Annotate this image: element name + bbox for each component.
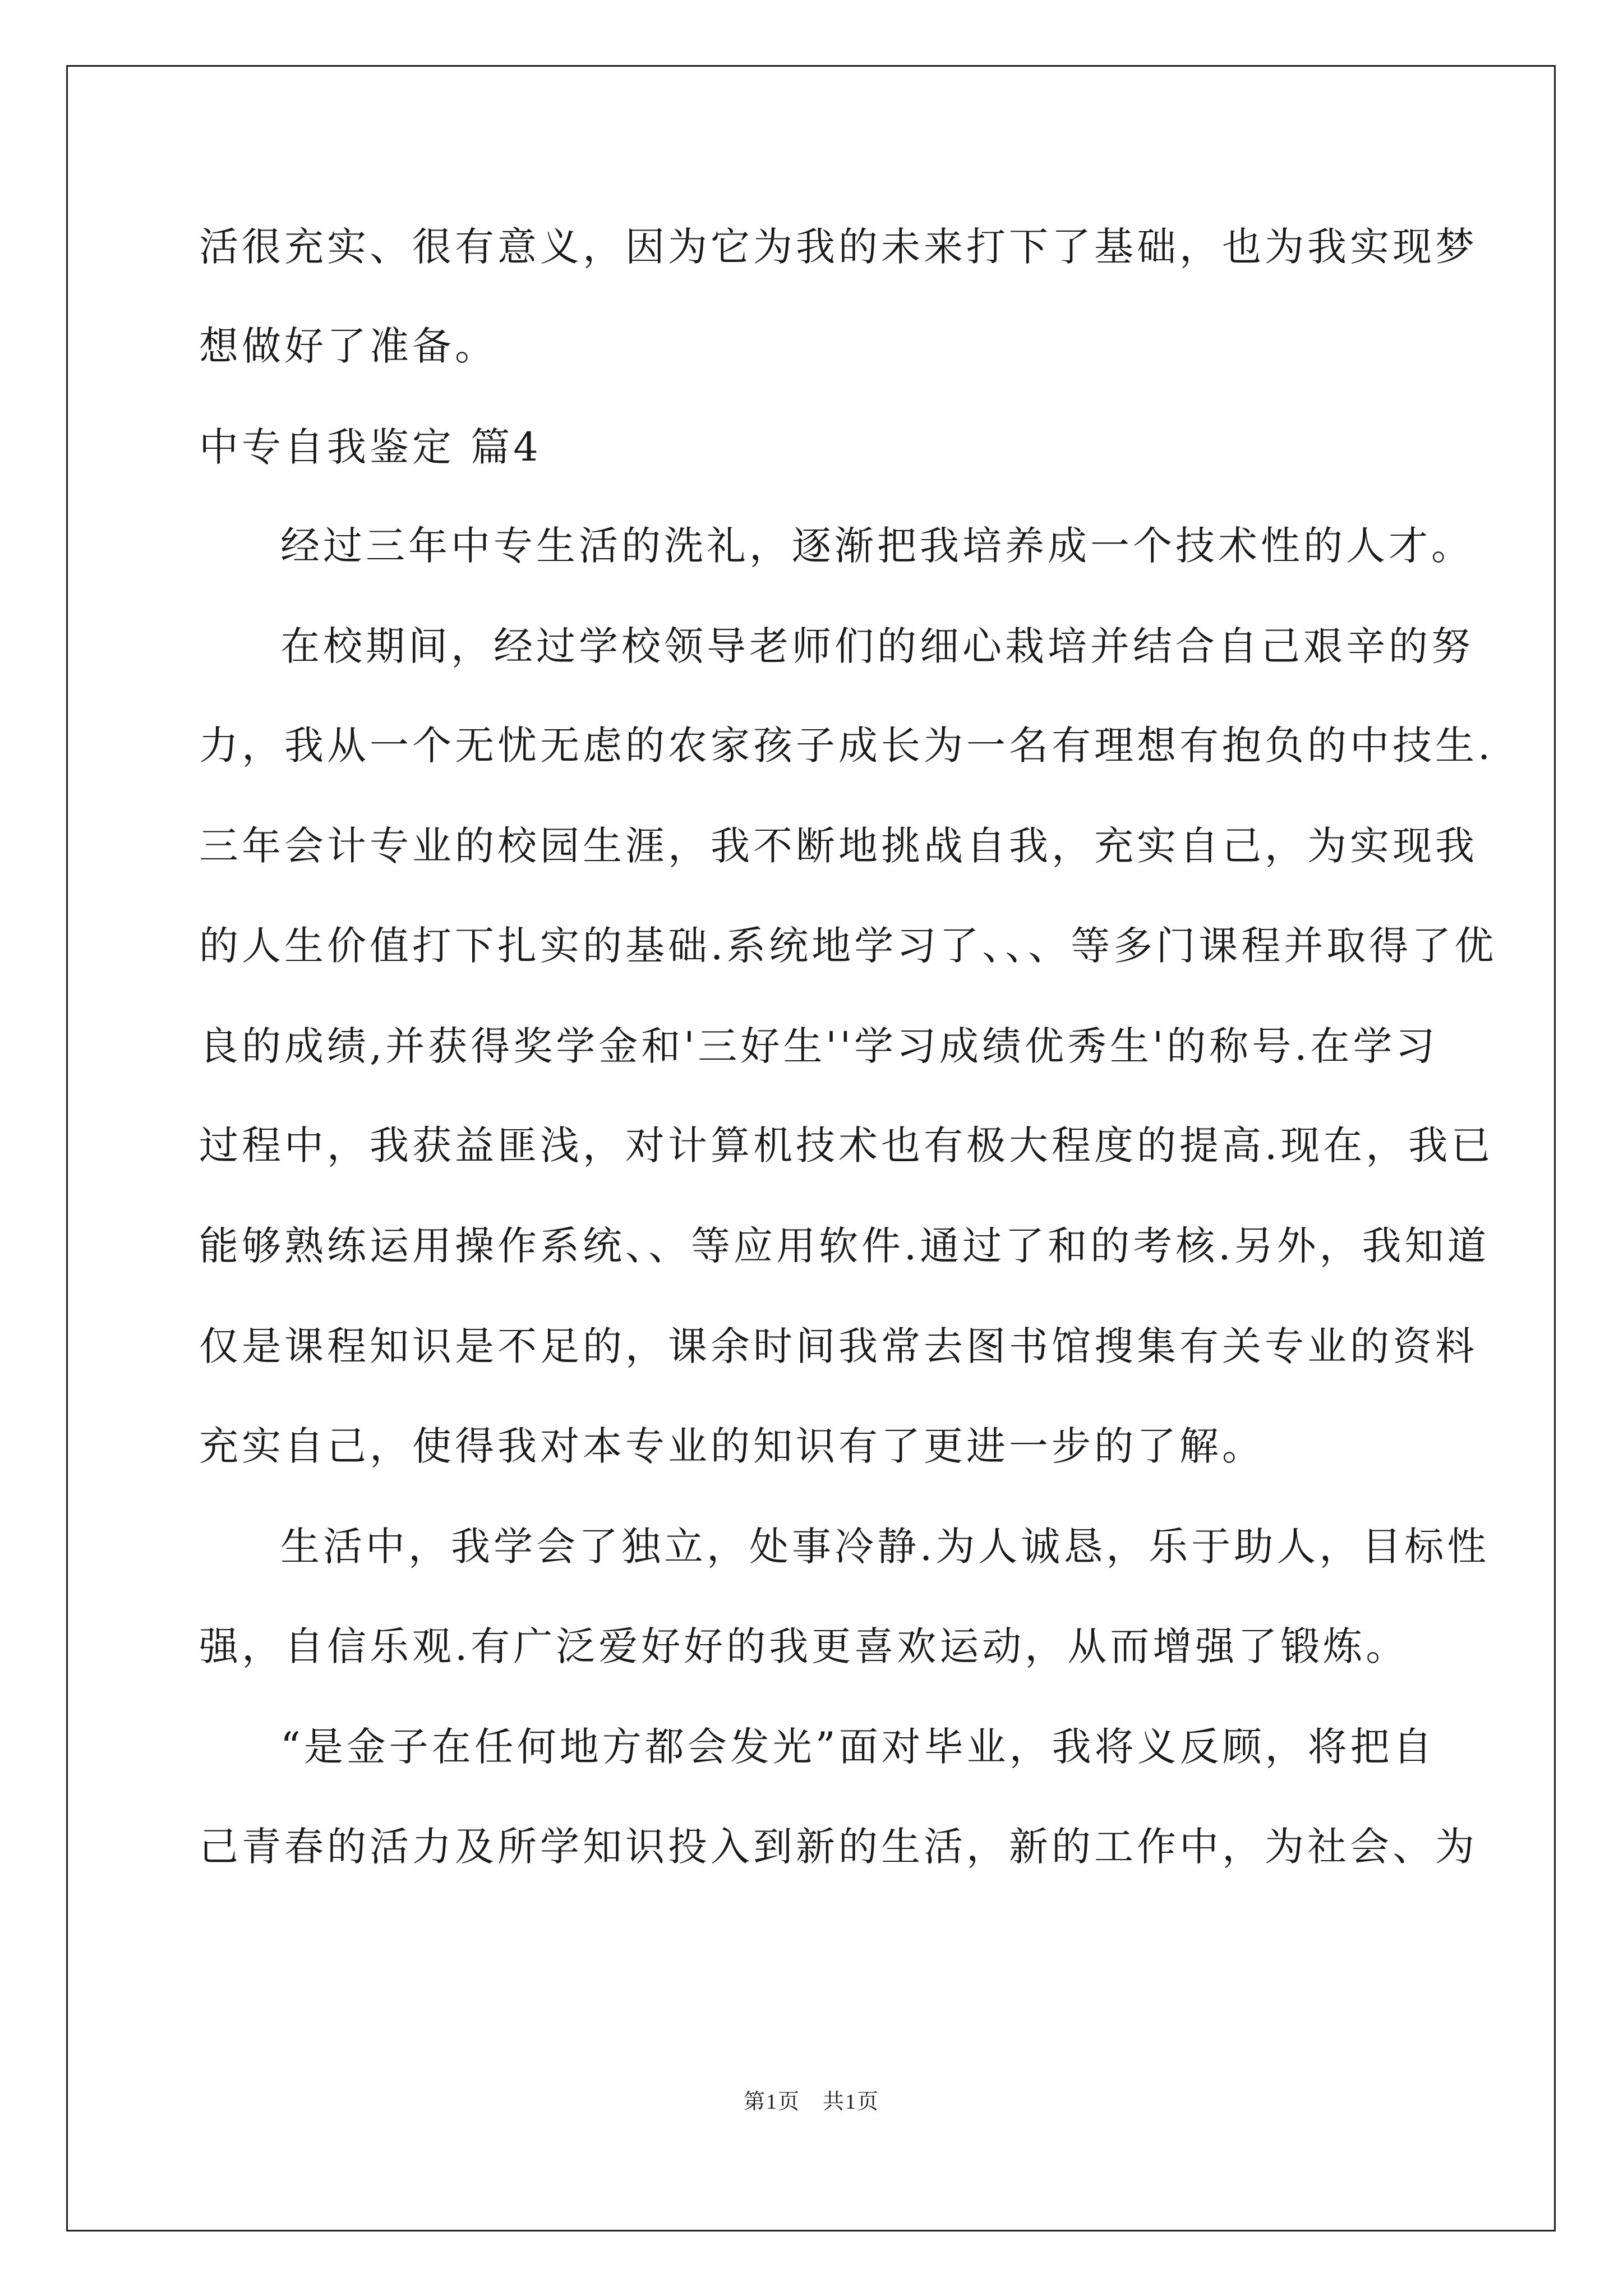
section-heading: 中专自我鉴定 篇4 (199, 424, 542, 470)
page-footer: 第1页 共1页 (743, 2090, 879, 2114)
text-line: 良的成绩,并获得奖学金和'三好生''学习成绩优秀生'的称号.在学习 (199, 1023, 1438, 1069)
text-line: 活很充实、很有意义，因为它为我的未来打下了基础，也为我实现梦 (199, 224, 1478, 270)
text-line: 的人生价值打下扎实的基础.系统地学习了、、、等多门课程并取得了优 (199, 923, 1497, 969)
text-line: 强，自信乐观.有广泛爱好好的我更喜欢运动，从而增强了锻炼。 (199, 1623, 1409, 1669)
paragraph-first-line: 生活中，我学会了独立，处事冷静.为人诚恳，乐于助人，目标性 (280, 1524, 1490, 1570)
text-line: 仅是课程知识是不足的，课余时间我常去图书馆搜集有关专业的资料 (199, 1323, 1478, 1369)
text-line: 三年会计专业的校园生涯，我不断地挑战自我，充实自己，为实现我 (199, 823, 1478, 869)
paragraph-first-line: “是金子在任何地方都会发光”面对毕业，我将义反顾，将把自 (280, 1724, 1436, 1770)
text-line: 能够熟练运用操作系统、、等应用软件.通过了和的考核.另外，我知道 (199, 1223, 1490, 1269)
text-line: 己青春的活力及所学知识投入到新的生活，新的工作中，为社会、为 (199, 1824, 1478, 1870)
text-line: 想做好了准备。 (199, 323, 497, 369)
text-line: 力，我从一个无忧无虑的农家孩子成长为一名有理想有抱负的中技生. (199, 723, 1494, 769)
paragraph-first-line: 经过三年中专生活的洗礼，逐渐把我培养成一个技术性的人才。 (280, 523, 1474, 569)
text-line: 过程中，我获益匪浅，对计算机技术也有极大程度的提高.现在，我已 (199, 1122, 1494, 1168)
paragraph-first-line: 在校期间，经过学校领导老师们的细心栽培并结合自己艰辛的努 (280, 623, 1474, 669)
text-line: 充实自己，使得我对本专业的知识有了更进一步的了解。 (199, 1423, 1265, 1469)
